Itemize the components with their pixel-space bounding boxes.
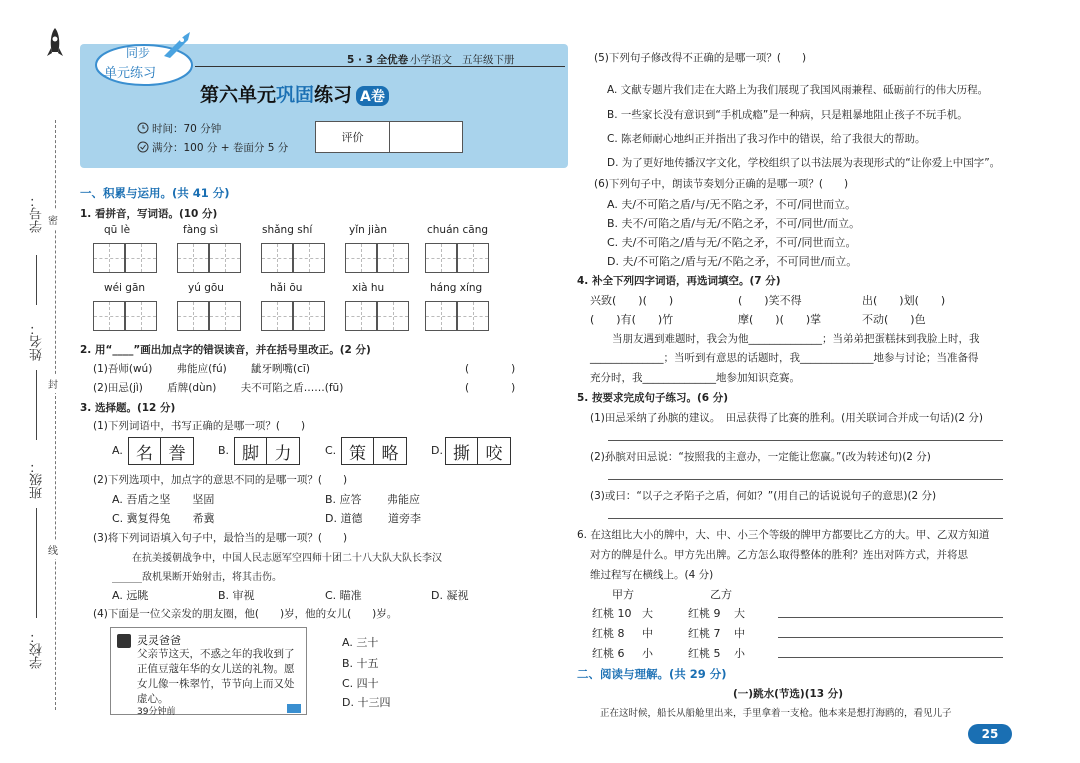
q3-5-question: (5)下列句子修改得不正确的是哪一项？( )	[594, 52, 807, 64]
q3-5-option-d[interactable]: D. 为了更好地传播汉字文化，学校组织了以书法展为表现形式的“让你爱上中国字”。	[607, 157, 1001, 169]
answer-grid[interactable]	[177, 243, 241, 273]
pinyin-6: wéi gān	[104, 282, 146, 294]
q3-1-option-c[interactable]: C.	[325, 444, 337, 457]
q3-2-question: (2)下列选项中，加点字的意思不同的是哪一项？( )	[93, 474, 348, 486]
answer-grid[interactable]	[345, 243, 409, 273]
card-a2-size: 中	[642, 627, 653, 640]
pinyin-10: háng xíng	[430, 282, 483, 294]
reading-title: (一)跳水(节选)(13 分)	[733, 688, 844, 700]
card-b2-size: 中	[734, 627, 745, 640]
q3-2-option-a[interactable]: A. 吾盾之坚 坚固	[112, 493, 215, 506]
more-icon[interactable]	[287, 704, 301, 713]
part2-heading: 二、阅读与理解。(共 29 分)	[577, 667, 727, 681]
q2-answer-2[interactable]: ( )	[465, 382, 516, 394]
title-highlight: 巩固	[276, 84, 315, 106]
answer-grid[interactable]	[261, 243, 325, 273]
q3-4-option-d[interactable]: D. 十三四	[342, 696, 391, 709]
q3-5-option-c[interactable]: C. 陈老师耐心地纠正并指出了我习作中的错误，给了我很大的帮助。	[607, 133, 926, 145]
card-a3-size: 小	[642, 647, 653, 660]
answer-grid[interactable]	[93, 243, 157, 273]
q2-title: 2. 用“____”画出加点字的错误读音，并在括号里改正。(2 分)	[80, 344, 371, 356]
q3-1-word-a: 名 誊	[128, 437, 194, 465]
answer-line[interactable]	[778, 617, 1003, 618]
name-line[interactable]	[36, 370, 37, 440]
q3-3-option-c[interactable]: C. 瞄准	[325, 589, 362, 602]
id-line[interactable]	[36, 255, 37, 305]
idiom-5[interactable]: 摩( )( )掌	[738, 313, 822, 326]
q5-title: 5. 按要求完成句子练习。(6 分)	[577, 392, 729, 404]
post-text: 父亲节这天，不惑之年的我收到了正值豆蔻年华的女儿送的礼物。愿女儿像一株翠竹，节节向上而又处虚心。	[137, 648, 295, 705]
idiom-1[interactable]: 兴致( )( )	[590, 294, 674, 307]
q6-text-3: 维过程写在横线上。(4 分)	[590, 569, 714, 581]
q3-6-option-c[interactable]: C. 夫/不可陷之/盾与无/不陷之矛，不可/同世而立。	[607, 236, 857, 249]
class-label: 班级：	[30, 460, 45, 499]
reading-text: 正在这时候，船长从船舱里出来，手里拿着一支枪。他本来是想打海鸥的，看见儿子	[600, 708, 952, 719]
q5-3: (3)或曰：“以子之矛陷子之盾，何如？”(用自己的话说说句子的意思)(2 分)	[590, 490, 937, 502]
avatar	[117, 634, 131, 648]
clock-icon	[137, 122, 149, 134]
q3-6-option-b[interactable]: B. 夫不/可陷之盾/与无/不陷之矛，不可/同世/而立。	[607, 217, 861, 230]
post-time: 39分钟前	[137, 707, 176, 717]
q2-answer-1[interactable]: ( )	[465, 363, 516, 375]
pinyin-5: chuán cāng	[427, 224, 489, 236]
subject-name: 小学语文	[410, 54, 452, 66]
side-mark-secret: 密	[48, 210, 58, 229]
pinyin-8: hǎi ōu	[270, 282, 303, 294]
q3-3-option-b[interactable]: B. 审视	[218, 589, 255, 602]
q3-2-option-c[interactable]: C. 冀复得兔 希冀	[112, 512, 215, 525]
pinyin-7: yú gōu	[188, 282, 224, 294]
q4-title: 4. 补全下列四字词语，再选词填空。(7 分)	[577, 275, 781, 287]
cut-line	[55, 120, 56, 710]
q3-3-text-2: ______敌机果断开始射击，将其击伤。	[112, 572, 282, 583]
q3-6-option-a[interactable]: A. 夫/不可陷之盾/与/无不陷之矛，不可/同世而立。	[607, 198, 857, 211]
badge-line1: 同步	[126, 46, 151, 60]
q3-6-option-d[interactable]: D. 夫/不可陷之/盾与无/不陷之矛，不可同世/而立。	[607, 255, 858, 268]
answer-grid[interactable]	[177, 301, 241, 331]
q3-5-option-b[interactable]: B. 一些家长没有意识到“手机成瘾”是一种病，只是粗暴地阻止孩子不玩手机。	[607, 109, 968, 121]
card-a1: 红桃 10	[592, 607, 632, 620]
q3-4-option-c[interactable]: C. 四十	[342, 677, 379, 690]
answer-grid[interactable]	[425, 243, 489, 273]
q3-6-question: (6)下列句子中，朗读节奏划分正确的是哪一项？( )	[594, 178, 849, 190]
answer-line[interactable]	[608, 440, 1003, 441]
id-label: 学号：	[30, 194, 45, 233]
q6-text-1: 6. 在这组比大小的牌中，大、中、小三个等级的牌甲方都要比乙方的大。甲、乙双方知道	[577, 529, 990, 541]
fill-text-2: ______________；当听到有意思的话题时，我______________地参与讨论；当准备得	[590, 352, 979, 364]
idiom-2[interactable]: ( )笑不得	[738, 294, 802, 307]
q5-2: (2)孙膑对田忌说：“按照我的主意办，一定能让您赢。”(改为转述句)(2 分)	[590, 451, 931, 463]
q5-1: (1)田忌采纳了孙膑的建议。 田忌获得了比赛的胜利。(用关联词合并成一句话)(2 分)	[590, 412, 984, 424]
q2-item-1: (1)吾师(wú) 弗能应(fú) 龇牙咧嘴(cī)	[93, 363, 310, 375]
name-label: 姓名：	[30, 322, 45, 361]
rocket-deco-icon	[160, 30, 194, 60]
q3-5-option-a[interactable]: A. 文献专题片我们走在大路上为我们展现了我国风雨兼程、砥砺前行的伟大历程。	[607, 84, 989, 96]
page-title	[200, 80, 389, 107]
answer-grid[interactable]	[425, 301, 489, 331]
answer-line[interactable]	[608, 479, 1003, 480]
title-post: 练习	[314, 84, 353, 106]
rocket-icon	[44, 26, 66, 60]
q3-2-option-d[interactable]: D. 道德 道旁李	[325, 512, 421, 525]
q3-1-question: (1)下列词语中，书写正确的是哪一项？( )	[93, 420, 306, 432]
card-b2: 红桃 7	[688, 627, 721, 640]
pinyin-1: qū lè	[104, 224, 131, 236]
card-a1-size: 大	[642, 607, 653, 620]
q3-title: 3. 选择题。(12 分)	[80, 402, 176, 414]
q6-text-2: 对方的牌是什么。甲方先出牌。乙方怎么取得整体的胜利？连出对阵方式，并将思	[590, 549, 968, 561]
card-b3: 红桃 5	[688, 647, 721, 660]
q3-3-option-a[interactable]: A. 远眺	[112, 589, 149, 602]
q3-1-word-c: 策 略	[341, 437, 407, 465]
eval-label: 评价	[316, 122, 390, 152]
school-label: 学校：	[30, 630, 45, 669]
q3-4-question: (4)下面是一位父亲发的朋友圈，他( )岁，他的女儿( )岁。	[93, 608, 398, 620]
answer-line[interactable]	[778, 657, 1003, 658]
check-icon	[137, 141, 149, 153]
post-author: 灵灵爸爸	[137, 634, 181, 647]
page-number: 25	[968, 724, 1012, 744]
card-b1: 红桃 9	[688, 607, 721, 620]
pinyin-2: fàng sì	[183, 224, 219, 236]
q3-1-word-b: 脚 力	[234, 437, 300, 465]
header-rule	[195, 66, 565, 67]
q3-1-option-b[interactable]: B.	[218, 444, 230, 457]
q3-1-option-d[interactable]: D.	[431, 444, 443, 457]
fill-text-3: 充分时，我______________地参加知识竞赛。	[590, 372, 800, 384]
q3-1-option-a[interactable]: A.	[112, 444, 123, 457]
q3-4-option-a[interactable]: A. 三十	[342, 636, 379, 649]
exam-time: 时间：70 分钟	[152, 123, 222, 135]
q3-1-word-d: 撕 咬	[445, 437, 511, 465]
answer-line[interactable]	[778, 637, 1003, 638]
q3-4-option-b[interactable]: B. 十五	[342, 657, 379, 670]
grade-name: 五年级下册	[462, 54, 515, 66]
answer-grid[interactable]	[345, 301, 409, 331]
part1-heading: 一、积累与运用。(共 41 分)	[80, 186, 230, 200]
social-post	[110, 627, 307, 715]
side-mark-seal: 封	[48, 374, 58, 393]
q1-title: 1. 看拼音，写词语。(10 分)	[80, 208, 218, 220]
card-b3-size: 小	[734, 647, 745, 660]
exam-score: 满分：100 分 + 卷面分 5 分	[152, 142, 289, 154]
title-pre: 第六单元	[200, 84, 277, 106]
q3-3-text-1: 在抗美援朝战争中，中国人民志愿军空四师十团二十八大队大队长李汉	[132, 553, 442, 564]
side-mark-line: 线	[48, 540, 58, 559]
binding-strip	[0, 0, 78, 763]
pinyin-4: yǐn jiàn	[349, 224, 388, 236]
q2-item-2: (2)田忌(jì) 盾牌(dùn) 夫不可陷之盾……(fū)	[93, 382, 344, 394]
answer-grid[interactable]	[261, 301, 325, 331]
series-name: 5 · 3 全优卷	[347, 54, 409, 66]
idiom-4[interactable]: ( )有( )竹	[590, 313, 674, 326]
class-line[interactable]	[36, 508, 37, 618]
edition-badge: A卷	[356, 86, 389, 106]
eval-box[interactable]	[315, 121, 463, 153]
answer-line[interactable]	[608, 518, 1003, 519]
q3-3-option-d[interactable]: D. 凝视	[431, 589, 469, 602]
pinyin-9: xià hu	[352, 282, 385, 294]
pinyin-3: shǎng shí	[262, 224, 313, 236]
q3-3-question: (3)将下列词语填入句子中，最恰当的是哪一项？( )	[93, 532, 348, 544]
badge-line2: 单元练习	[104, 66, 157, 81]
card-a2: 红桃 8	[592, 627, 625, 640]
card-a3: 红桃 6	[592, 647, 625, 660]
fill-text-1: 当朋友遇到难题时，我会为他______________；当弟弟把蛋糕抹到我脸上时，我	[612, 333, 980, 345]
card-b1-size: 大	[734, 607, 745, 620]
idiom-3[interactable]: 出( )划( )	[862, 294, 946, 307]
q3-2-option-b[interactable]: B. 应答 弗能应	[325, 493, 421, 506]
table-head-a: 甲方	[612, 588, 634, 601]
table-head-b: 乙方	[710, 588, 732, 601]
idiom-6[interactable]: 不动( )色	[862, 313, 926, 326]
answer-grid[interactable]	[93, 301, 157, 331]
